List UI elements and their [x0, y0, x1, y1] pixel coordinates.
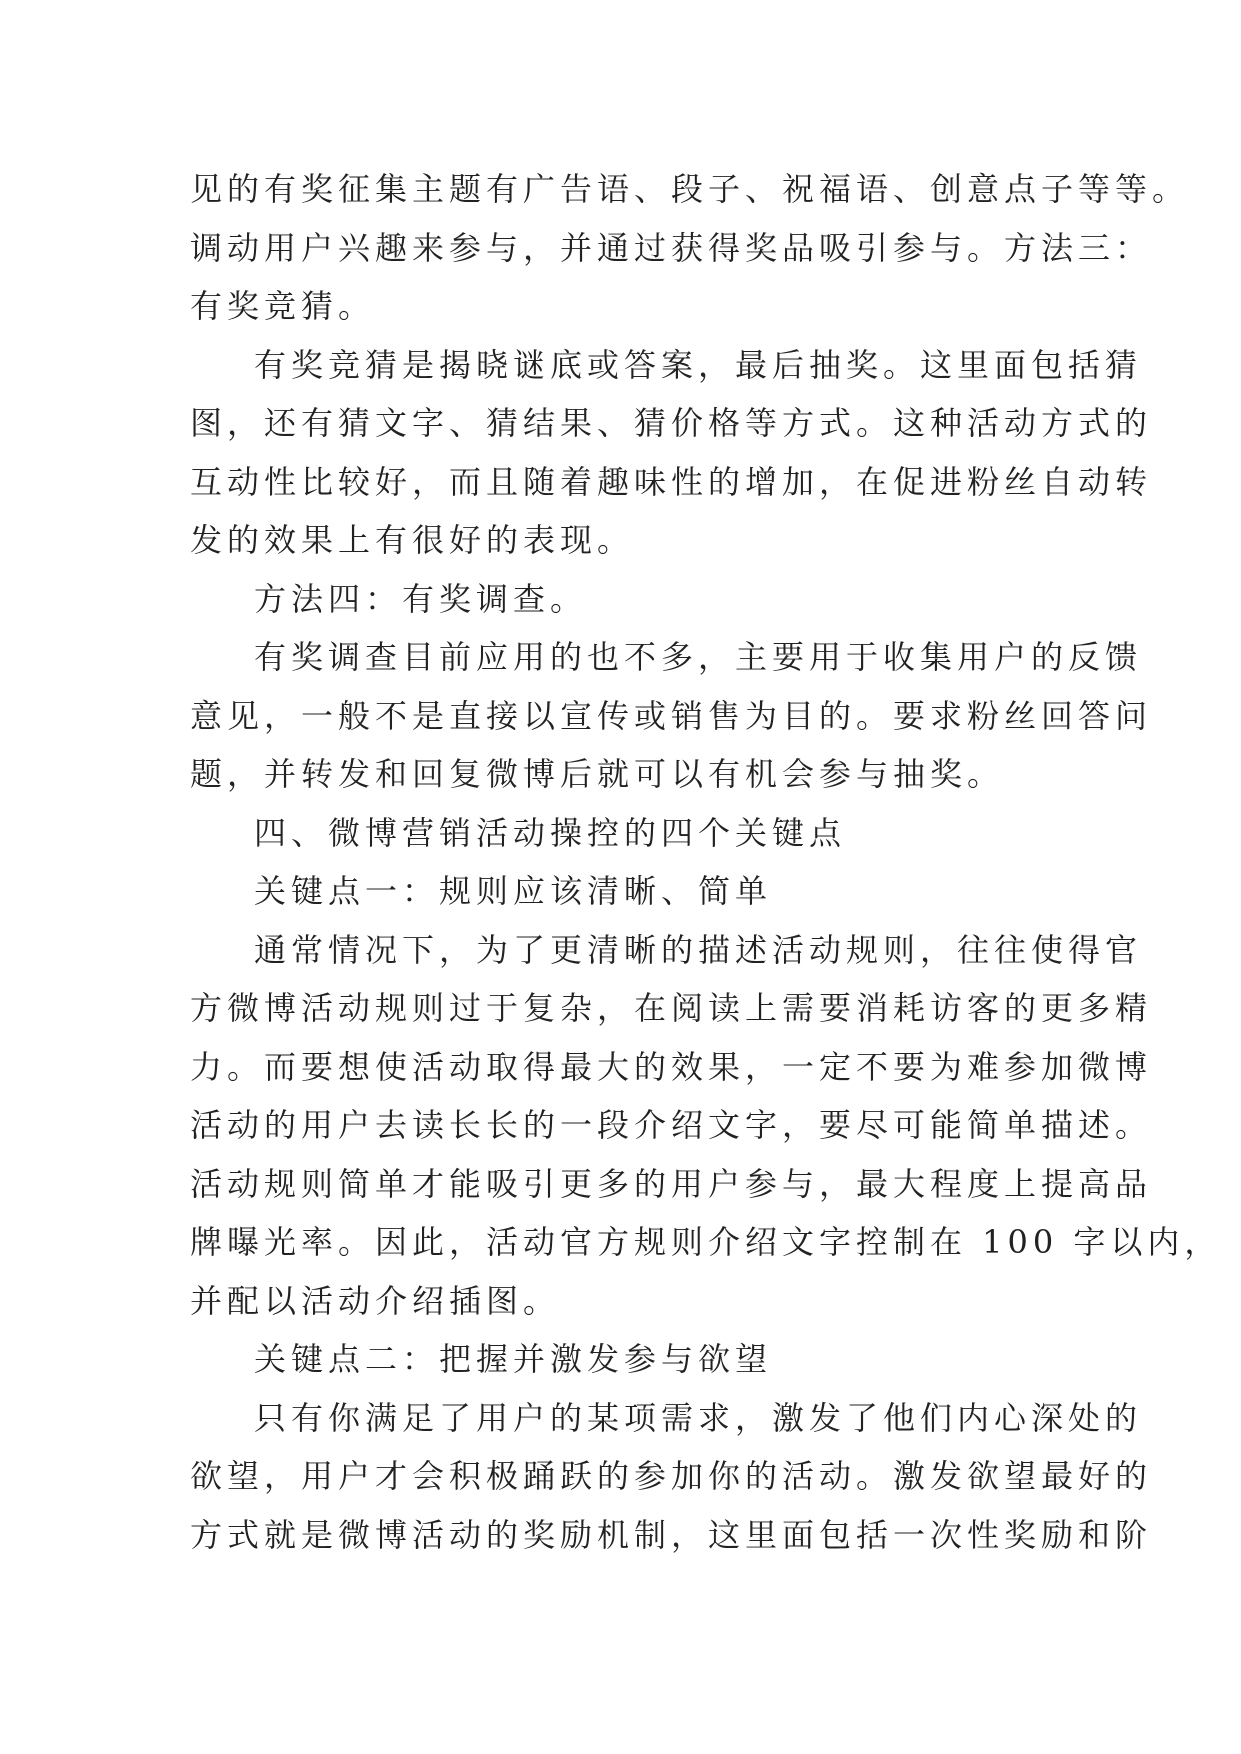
- text-line-23: 欲望，用户才会积极踊跃的参加你的活动。激发欲望最好的: [190, 1457, 1153, 1495]
- text-line-15: 方微博活动规则过于复杂，在阅读上需要消耗访客的更多精: [190, 989, 1153, 1027]
- text-line-7: 发的效果上有很好的表现。: [190, 521, 635, 559]
- text-line-1: 见的有奖征集主题有广告语、段子、祝福语、创意点子等等。: [190, 170, 1190, 208]
- document-page: [190, 160, 1222, 1564]
- text-line-20: 并配以活动介绍插图。: [190, 1281, 561, 1320]
- section-heading-method-four: 方法四：有奖调查。: [254, 579, 588, 618]
- subheading-key-point-two: 关键点二：把握并激发参与欲望: [254, 1340, 773, 1378]
- text-line-3: 有奖竞猜。: [190, 287, 376, 325]
- subheading-key-point-one: 关键点一：规则应该清晰、简单: [254, 872, 773, 910]
- text-line-19: 牌曝光率。因此，活动官方规则介绍文字控制在 100 字以内，: [190, 1223, 1222, 1261]
- text-line-17: 活动的用户去读长长的一段介绍文字，要尽可能简单描述。: [190, 1106, 1153, 1144]
- text-line-16: 力。而要想使活动取得最大的效果，一定不要为难参加微博: [190, 1047, 1153, 1086]
- text-line-6: 互动性比较好，而且随着趣味性的增加，在促进粉丝自动转: [190, 462, 1153, 501]
- text-line-18: 活动规则简单才能吸引更多的用户参与，最大程度上提高品: [190, 1164, 1153, 1203]
- text-line-10: 意见，一般不是直接以宣传或销售为目的。要求粉丝回答问: [190, 696, 1153, 735]
- section-heading-four-key-points: 四、微博营销活动操控的四个关键点: [254, 813, 847, 852]
- text-line-22: 只有你满足了用户的某项需求，激发了他们内心深处的: [254, 1398, 1143, 1437]
- text-line-24: 方式就是微博活动的奖励机制，这里面包括一次性奖励和阶: [190, 1515, 1153, 1554]
- text-line-9: 有奖调查目前应用的也不多，主要用于收集用户的反馈: [254, 638, 1143, 676]
- text-line-14: 通常情况下，为了更清晰的描述活动规则，往往使得官: [254, 930, 1143, 969]
- text-line-4: 有奖竞猜是揭晓谜底或答案，最后抽奖。这里面包括猜: [254, 345, 1143, 384]
- text-line-11: 题，并转发和回复微博后就可以有机会参与抽奖。: [190, 755, 1005, 793]
- text-line-2: 调动用户兴趣来参与，并通过获得奖品吸引参与。方法三：: [190, 228, 1153, 267]
- text-line-5: 图，还有猜文字、猜结果、猜价格等方式。这种活动方式的: [190, 404, 1153, 442]
